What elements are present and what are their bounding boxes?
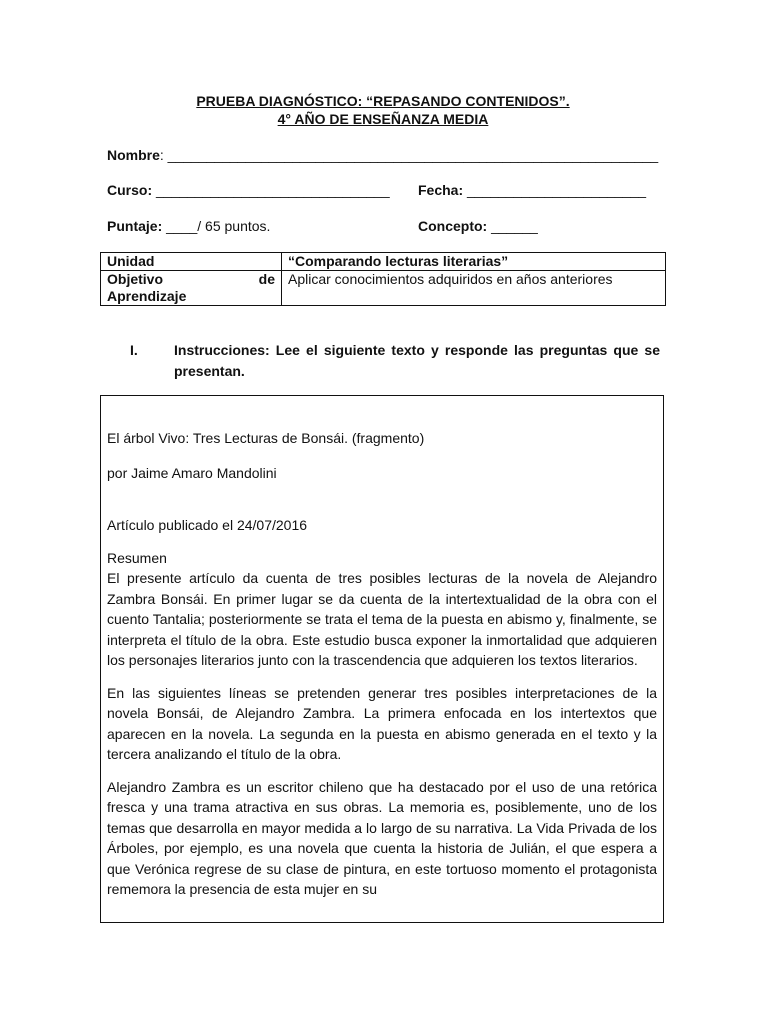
section-number: I.	[130, 342, 138, 358]
objetivo-label-cell	[101, 271, 282, 306]
nombre-field	[107, 146, 658, 164]
curso-blank: ______________________________	[152, 182, 390, 198]
aprendizaje-word: Aprendizaje	[107, 288, 187, 304]
reading-title: El árbol Vivo: Tres Lecturas de Bonsái. (fragmento)	[107, 430, 425, 446]
curso-label: Curso:	[107, 182, 153, 198]
test-subtitle: 4° AÑO DE ENSEÑANZA MEDIA	[277, 111, 489, 127]
concepto-blank: ______	[487, 218, 538, 234]
fecha-label: Fecha:	[418, 182, 464, 198]
table-row-objetivo	[101, 271, 666, 306]
reading-author: por Jaime Amaro Mandolini	[107, 464, 277, 481]
concepto-field	[418, 217, 538, 235]
unit-info-table	[100, 252, 666, 306]
objetivo-value-cell: Aplicar conocimientos adquiridos en años anteriores	[282, 271, 666, 306]
reading-paragraph-3: Alejandro Zambra es un escritor chileno que ha destacado por el uso de una retórica fresca y una trama atractiva en sus obras. La memoria es, posiblemente, uno de los temas que desarrolla en mayor medida a lo largo de su narrativa. La Vida Privada de los Árboles, por ejemplo, es una novela que cuenta la historia de Julián, el que espera a que Verónica regrese de su clase de pintura, en este tortuoso momento el protagonista rememora la presencia de esta mujer en su	[107, 778, 657, 897]
unidad-value-cell: “Comparando lecturas literarias”	[282, 253, 666, 271]
de-word: de	[258, 271, 275, 287]
table-row-unidad	[101, 253, 666, 271]
instructions-text: Instrucciones: Lee el siguiente texto y responde las preguntas que se presentan.	[174, 342, 660, 379]
curso-field	[107, 181, 390, 199]
puntaje-blank: ____/ 65 puntos.	[162, 218, 271, 234]
resumen-heading: Resumen	[107, 549, 167, 566]
puntaje-label: Puntaje:	[107, 218, 163, 234]
puntaje-field	[107, 217, 270, 235]
unidad-label-cell: Unidad	[101, 253, 282, 271]
reading-paragraph-2: En las siguientes líneas se pretenden generar tres posibles interpretaciones de la novela Bonsái, de Alejandro Zambra. La primera enfocada en los intertextos que aparecen en la novela. La segunda en la puesta en abismo generada en el texto y la tercera analizando el título de la obra.	[107, 684, 657, 762]
nombre-label: Nombre	[107, 147, 160, 163]
concepto-label: Concepto:	[418, 218, 488, 234]
reading-text-box	[100, 395, 664, 923]
objetivo-word: Objetivo	[107, 271, 164, 287]
fecha-field	[418, 181, 646, 199]
fecha-blank: _______________________	[463, 182, 647, 198]
resumen-paragraph: El presente artículo da cuenta de tres posibles lecturas de la novela de Alejandro Zambra Bonsái. En primer lugar se da cuenta de la intertextualidad de la obra con el cuento Tantalia; posteriormente se trata el tema de la puesta en abismo y, finalmente, se interpreta el título de la obra. Este estudio busca exponer la inmortalidad que adquieren los personajes literarios junto con la trascendencia que adquieren los textos literarios.	[107, 570, 657, 668]
nombre-blank: : _______________________________________________________________	[159, 147, 659, 163]
reading-published-date: Artículo publicado el 24/07/2016	[107, 517, 308, 533]
instructions	[130, 340, 660, 382]
test-title: PRUEBA DIAGNÓSTICO: “REPASANDO CONTENIDOS”.	[196, 93, 570, 109]
